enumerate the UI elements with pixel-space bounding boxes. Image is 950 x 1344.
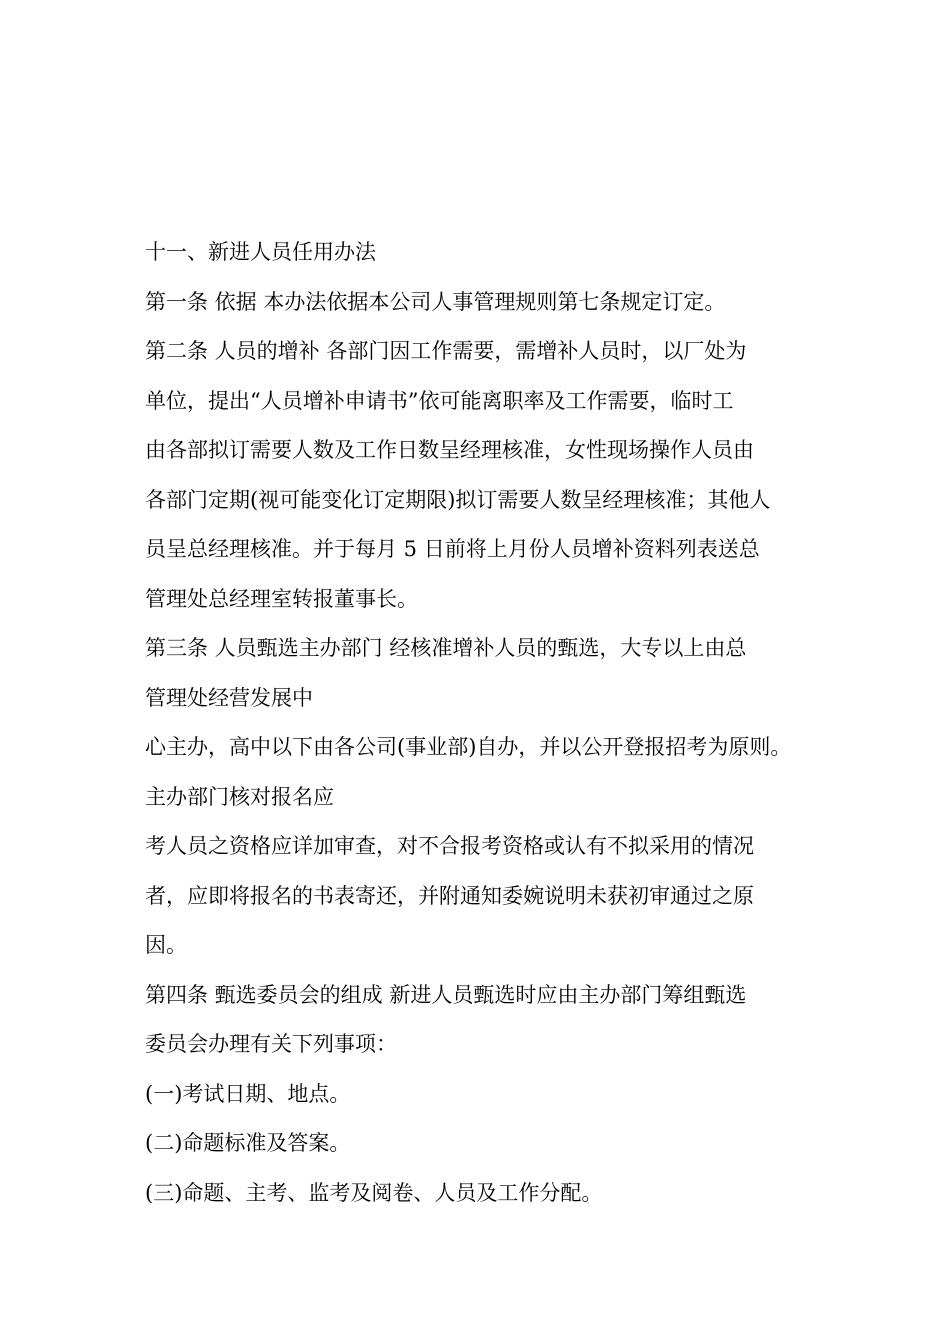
article-3-line: 者，应即将报名的书表寄还，并附通知委婉说明未获初审通过之原 <box>145 883 754 908</box>
article-3-line: 因。 <box>145 933 187 957</box>
article-2-line: 各部门定期(视可能变化订定期限)拟订需要人数呈经理核准；其他人 <box>145 487 771 512</box>
list-item: (三)命题、主考、监考及阅卷、人员及工作分配。 <box>145 1180 603 1205</box>
article-2-line: 管理处总经理室转报董事长。 <box>145 586 418 611</box>
article-2-line: 单位，提出“人员增补申请书”依可能离职率及工作需要，临时工 <box>145 388 734 413</box>
article-4-line: 第四条 甄选委员会的组成 新进人员甄选时应由主办部门筹组甄选 <box>145 982 747 1007</box>
article-3-line: 心主办，高中以下由各公司(事业部)自办，并以公开登报招考为原则。 <box>145 735 792 759</box>
article-2-line: 第二条 人员的增补 各部门因工作需要，需增补人员时，以厂处为 <box>145 339 747 363</box>
list-item: (一)考试日期、地点。 <box>145 1081 351 1106</box>
article-4-line: 委员会办理有关下列事项： <box>145 1032 397 1056</box>
article-3-line: 主办部门核对报名应 <box>145 784 334 809</box>
article-3-line: 管理处经营发展中 <box>145 685 313 710</box>
article-2-line: 员呈总经理核准。并于每月 5 日前将上月份人员增补资料列表送总 <box>145 537 760 561</box>
article-1-line: 第一条 依据 本办法依据本公司人事管理规则第七条规定订定。 <box>145 289 726 314</box>
document-body <box>145 228 835 1218</box>
article-2-line: 由各部拟订需要人数及工作日数呈经理核准，女性现场操作人员由 <box>145 438 754 462</box>
article-3-line: 第三条 人员甄选主办部门 经核准增补人员的甄选，大专以上由总 <box>145 636 747 660</box>
section-heading: 十一、新进人员任用办法 <box>145 240 376 264</box>
article-3-line: 考人员之资格应详加审查，对不合报考资格或认有不拟采用的情况 <box>145 834 754 858</box>
list-item: (二)命题标准及答案。 <box>145 1131 351 1155</box>
